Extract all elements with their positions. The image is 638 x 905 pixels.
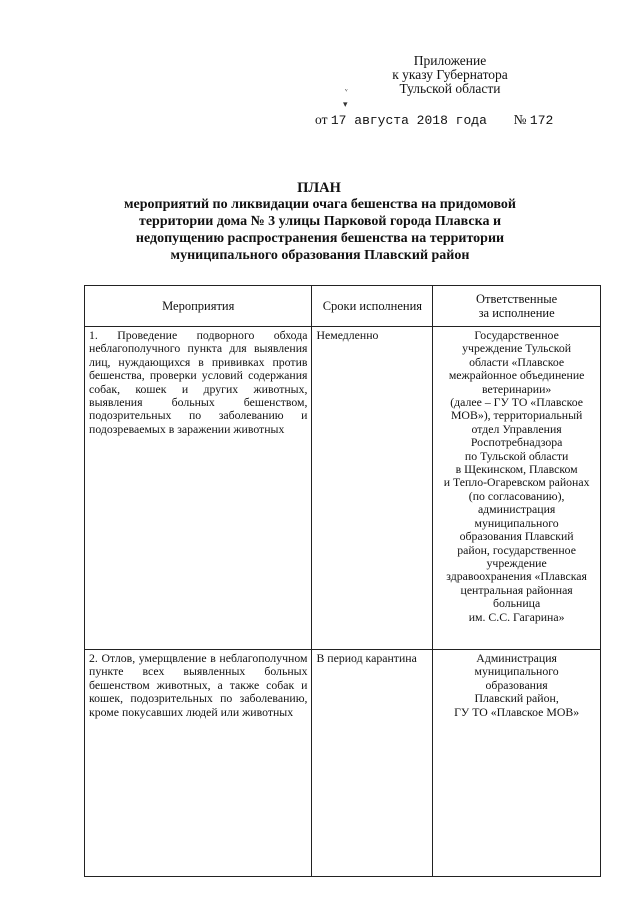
responsible-cell [433, 327, 601, 650]
responsible-line: муниципального [474, 515, 559, 530]
appendix-line: к указу Губернатора [392, 67, 508, 82]
header-responsible [433, 286, 601, 327]
plan-title: ПЛАН [297, 180, 341, 196]
table-row [85, 650, 601, 877]
appendix-line: Тульской области [399, 81, 501, 96]
responsible-line: больница [493, 596, 541, 611]
responsible-line: в Щекинском, Плавском [455, 462, 578, 477]
responsible-line: здравоохранения «Плавская [446, 569, 587, 584]
header-responsible-line: Ответственные [476, 292, 558, 306]
deadline-cell: В период карантина [312, 650, 433, 877]
order-date: 17 августа 2018 года [330, 113, 487, 128]
responsible-line: учреждение Тульской [462, 341, 572, 356]
responsible-line: ГУ ТО «Плавское МОВ» [454, 704, 580, 719]
responsible-line: межрайонное объединение [448, 368, 585, 383]
plan-subtitle: мероприятий по ликвидации очага бешенства на придомовой территории дома № 3 улицы Парковой города Плавска и недопущению распространения бешенства на территории муниципального образования Плавский район [123, 197, 516, 263]
header-responsible-line: за исполнение [478, 306, 555, 320]
responsible-line: МОВ»), территориальный [450, 408, 583, 423]
responsible-line: (по согласованию), [468, 488, 565, 503]
responsible-line: области «Плавское [469, 354, 565, 369]
responsible-line: Администрация [476, 651, 557, 665]
appendix-block [365, 54, 535, 96]
order-date-line [315, 112, 553, 128]
activity-cell: 2. Отлов, умерщвление в неблагополучном пункте всех выявленных больных бешенством животных, а также собак и кошек, подозрительных по заболеванию, кроме покусавших людей или животных [85, 650, 312, 877]
responsible-line: образования Плавский [459, 529, 574, 544]
table-header-row [85, 286, 601, 327]
deadline-cell: Немедленно [312, 327, 433, 650]
responsible-line: (далее – ГУ ТО «Плавское [450, 395, 583, 410]
table-row [85, 327, 601, 650]
responsible-line: Государственное [474, 328, 559, 342]
plan-table [84, 285, 601, 877]
appendix-line: Приложение [413, 53, 487, 68]
responsible-line: район, государственное [457, 542, 576, 557]
order-number: 172 [529, 113, 554, 128]
header-activities: Мероприятия [85, 286, 312, 327]
from-label: от [315, 112, 328, 127]
activity-cell: 1. Проведение подворного обхода неблагополучного пункта для выявления лиц, нуждающихся в прививках против бешенства, проверки условий содержания собак, кошек и других животных, выявления больных бешенством, подозрительных по заболеванию и подозреваемых в заражении животных [85, 327, 312, 650]
responsible-line: Роспотребнадзора [470, 435, 563, 450]
scan-mark: ᵛ [345, 86, 348, 96]
responsible-line: муниципального [474, 664, 559, 679]
responsible-line: отдел Управления [471, 421, 562, 436]
responsible-line: администрация [477, 502, 556, 517]
header-deadlines: Сроки исполнения [312, 286, 433, 327]
responsible-line: центральная районная [460, 582, 573, 597]
responsible-cell [433, 650, 601, 877]
number-sign: № [513, 112, 527, 127]
responsible-line: по Тульской области [464, 448, 569, 463]
responsible-line: образования [485, 677, 548, 692]
scan-mark: ▾ [343, 99, 348, 109]
responsible-line: ветеринарии» [481, 381, 552, 396]
responsible-line: учреждение [486, 555, 547, 570]
responsible-line: и Тепло-Огаревском районах [443, 475, 590, 490]
responsible-line: им. С.С. Гагарина» [468, 609, 565, 624]
responsible-line: Плавский район, [474, 691, 559, 706]
